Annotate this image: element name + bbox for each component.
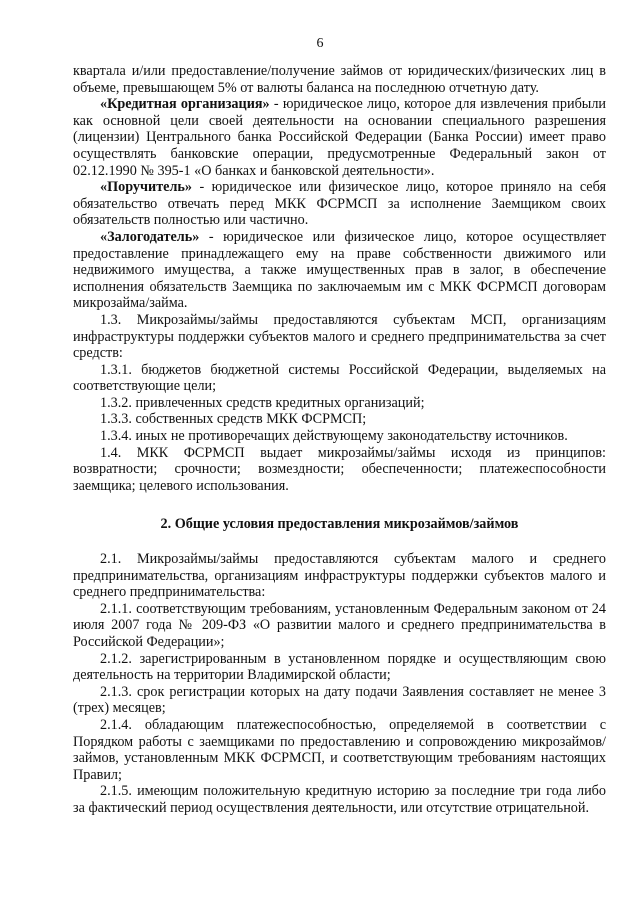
paragraph: 2.1.3. срок регистрации которых на дату подачи Заявления составляет не менее 3 (трех) месяцев; <box>73 683 606 717</box>
paragraph: квартала и/или предоставление/получение займов от юридических/физических лиц в объеме, превышающем 5% от валюты баланса на последнюю отчетную дату. <box>73 63 606 96</box>
section-title: 2. Общие условия предоставления микрозаймов/займов <box>160 516 519 533</box>
paragraph: 1.3.4. иных не противоречащих действующему законодательству источников. <box>100 428 568 445</box>
paragraph: 1.3. Микрозаймы/займы предоставляются субъектам МСП, организациям инфраструктуры поддержки субъектов малого и среднего предпринимательства за счет средств: <box>73 311 606 362</box>
document-body <box>73 63 606 817</box>
paragraph: 2.1.5. имеющим положительную кредитную историю за последние три года либо за фактический период осуществления деятельности, или отсутствие отрицательной. <box>73 783 606 816</box>
definition-paragraph: «Поручитель» - юридическое или физическое лицо, которое приняло на себя обязательство отвечать перед МКК ФСРМСП за исполнение Заемщиком своих обязательств полностью или частично. <box>73 179 606 229</box>
paragraph: 1.3.2. привлеченных средств кредитных организаций; <box>100 394 425 411</box>
paragraph: 1.3.3. собственных средств МКК ФСРМСП; <box>100 411 367 428</box>
page-number: 6 <box>316 36 324 51</box>
paragraph: 2.1.2. зарегистрированным в установленном порядке и осуществляющим свою деятельность на территории Владимирской области; <box>73 650 606 684</box>
definition-paragraph: «Залогодатель» - юридическое или физическое лицо, которое осуществляет предоставление принадлежащего ему на праве собственности движимого или недвижимого имущества, а также имущественных прав в залог, в обеспечение исполнения обязательств Заемщика по заключаемым им с МКК ФСРМСП договорам микрозайма/займа. <box>73 228 606 312</box>
defined-term: «Кредитная организация» <box>100 96 270 113</box>
paragraph: 2.1.1. соответствующим требованиям, установленным Федеральным законом от 24 июля 2007 года № 209-ФЗ «О развитии малого и среднего предпринимательства в Российской Федерации»; <box>73 600 606 650</box>
paragraph: 1.3.1. бюджетов бюджетной системы Российской Федерации, выделяемых на соответствующие цели; <box>73 361 606 395</box>
defined-term: «Поручитель» <box>100 179 193 196</box>
definition-paragraph: «Кредитная организация» - юридическое лицо, которое для извлечения прибыли как основной цели своей деятельности на основании специального разрешения (лицензии) Центрального банка Российской Федерации (Банка России) имеет право осуществлять банковские операции, предусмотренные Федеральный закон от 02.12.1990 № 395-1 «О банках и банковской деятельности». <box>73 96 606 179</box>
paragraph: 2.1.4. обладающим платежеспособностью, определяемой в соответствии с Порядком работы с заемщиками по предоставлению и сопровождению микрозаймов/займов, установленным МКК ФСРМСП, и соответствующим требованиям настоящих Правил; <box>73 716 606 783</box>
paragraph: 1.4. МКК ФСРМСП выдает микрозаймы/займы исходя из принципов: возвратности; срочности; возмездности; обеспеченности; платежеспособности заемщика; целевого использования. <box>73 444 606 494</box>
paragraph: 2.1. Микрозаймы/займы предоставляются субъектам малого и среднего предпринимательства, организациям инфраструктуры поддержки субъектов малого и среднего предпринимательства: <box>73 551 606 601</box>
defined-term: «Залогодатель» <box>100 228 200 245</box>
